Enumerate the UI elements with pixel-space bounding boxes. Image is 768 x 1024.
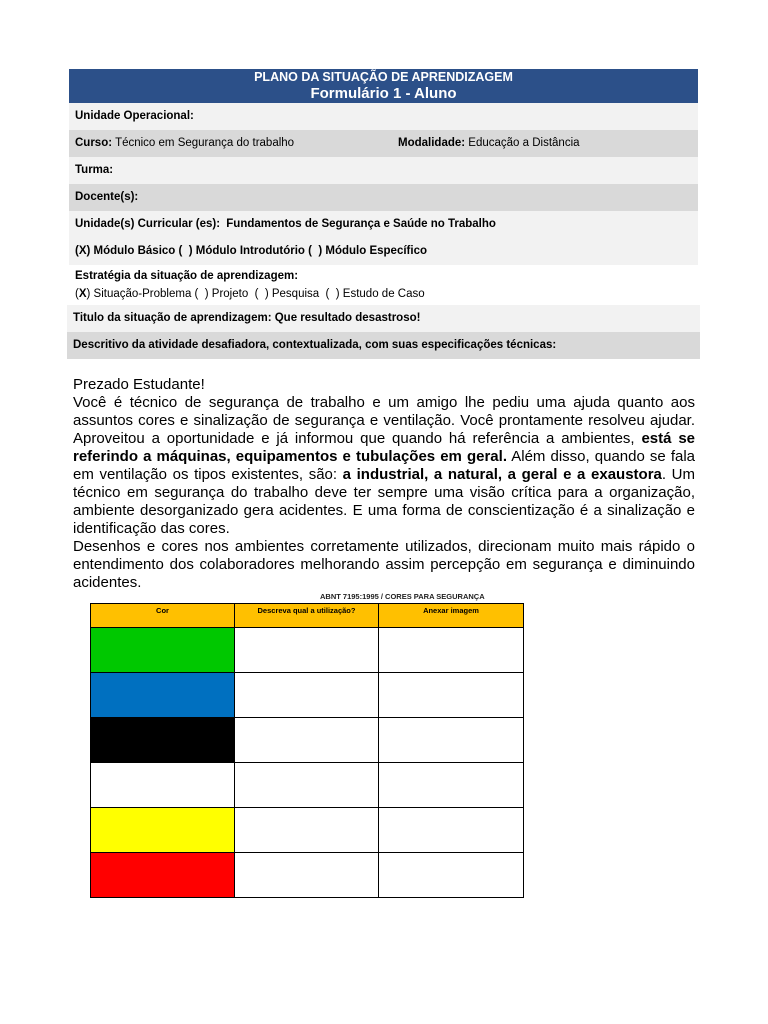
usage-description-cell [235,763,379,808]
closing-paragraph: Desenhos e cores nos ambientes corretamente utilizados, direcionam muito mais rápido o entendimento dos colaboradores melhorando assim percepção em segurança e diminuindo acidentes. [73,538,695,591]
color-swatch-black [91,718,235,763]
greeting: Prezado Estudante! [73,376,205,393]
color-swatch-white [91,763,235,808]
unidade-curricular-row [69,211,698,238]
scenario-text-intro: Você é técnico de segurança de trabalho e um amigo lhe pediu uma ajuda quanto aos assuntos cores e sinalização de segurança e ventilação. Você prontamente resolveu ajudar. Aproveitou a oportunidade e já informou que quando há referência a ambientes, [73,394,695,447]
safety-colors-table [90,603,524,898]
modulo-options: (X) Módulo Básico ( ) Módulo Introdutório ( ) Módulo Específico [75,245,427,257]
header-anexar-imagem: Anexar imagem [379,604,524,628]
header-descreva-utilizacao: Descreva qual a utilização? [235,604,379,628]
modalidade-field [398,130,580,157]
image-attachment-cell [379,628,524,673]
unidade-curricular-label: Unidade(s) Curricular (es): [75,218,221,230]
descritivo-row [67,332,700,359]
image-attachment-cell [379,718,524,763]
unidade-operacional-row [69,103,698,130]
scenario-emphasis-ventilation-types: a industrial, a natural, a geral e a exaustora [342,466,662,483]
plan-form [69,69,698,359]
curso-label: Curso: [75,137,113,149]
image-attachment-cell [379,853,524,898]
activity-description [73,376,695,592]
docentes-row [69,184,698,211]
table-row [91,673,524,718]
estrategia-selected-mark: X [78,288,87,300]
scenario-text-closing: . Um técnico em segurança do trabalho deve ter sempre uma visão crítica para a organização, ambiente desorganizado gera acidentes. E uma forma de conscientização é a sinalização e identificação das cores. [73,466,696,537]
scenario-paragraph [73,394,695,538]
curso-value: Técnico em Segurança do trabalho [115,137,295,149]
table-header-row [91,604,524,628]
form-subtitle: Formulário 1 - Aluno [310,85,457,102]
usage-description-cell [235,718,379,763]
titulo-label: Titulo da situação de aprendizagem: [73,312,272,324]
modalidade-label: Modalidade: [398,137,466,149]
modulo-row [69,238,698,265]
docentes-label: Docente(s): [75,191,139,203]
usage-description-cell [235,673,379,718]
form-header [69,69,698,103]
table-row [91,763,524,808]
estrategia-options: ) Situação-Problema ( ) Projeto ( ) Pesquisa ( ) Estudo de Caso [86,288,425,300]
modalidade-value: Educação a Distância [468,137,580,149]
estrategia-open-paren: ( [75,288,79,300]
table-caption: ABNT 7195:1995 / CORES PARA SEGURANÇA [320,592,485,601]
titulo-row [67,305,700,332]
image-attachment-cell [379,673,524,718]
header-cor: Cor [91,604,235,628]
curso-row [69,130,698,157]
descritivo-label: Descritivo da atividade desafiadora, contextualizada, com suas especificações técnicas: [73,339,557,351]
table-row [91,628,524,673]
usage-description-cell [235,628,379,673]
turma-row [69,157,698,184]
scenario-emphasis-environments: está se referindo a máquinas, equipamentos e tubulações em geral. [73,430,695,465]
unidade-operacional-label: Unidade Operacional: [75,110,194,122]
turma-label: Turma: [75,164,114,176]
estrategia-options-line [75,285,698,303]
table-row [91,808,524,853]
image-attachment-cell [379,763,524,808]
usage-description-cell [235,853,379,898]
usage-description-cell [235,808,379,853]
color-swatch-green [91,628,235,673]
unidade-curricular-value: Fundamentos de Segurança e Saúde no Trabalho [226,218,496,230]
estrategia-block [69,265,698,305]
color-swatch-yellow [91,808,235,853]
titulo-value: Que resultado desastroso! [274,312,421,324]
form-title: PLANO DA SITUAÇÃO DE APRENDIZAGEM [254,70,513,84]
table-row [91,718,524,763]
color-swatch-blue [91,673,235,718]
image-attachment-cell [379,808,524,853]
estrategia-label: Estratégia da situação de aprendizagem: [75,270,299,282]
table-row [91,853,524,898]
scenario-text-ventilation: Além disso, quando se fala em ventilação os tipos existentes, são: [73,448,696,483]
color-swatch-red [91,853,235,898]
